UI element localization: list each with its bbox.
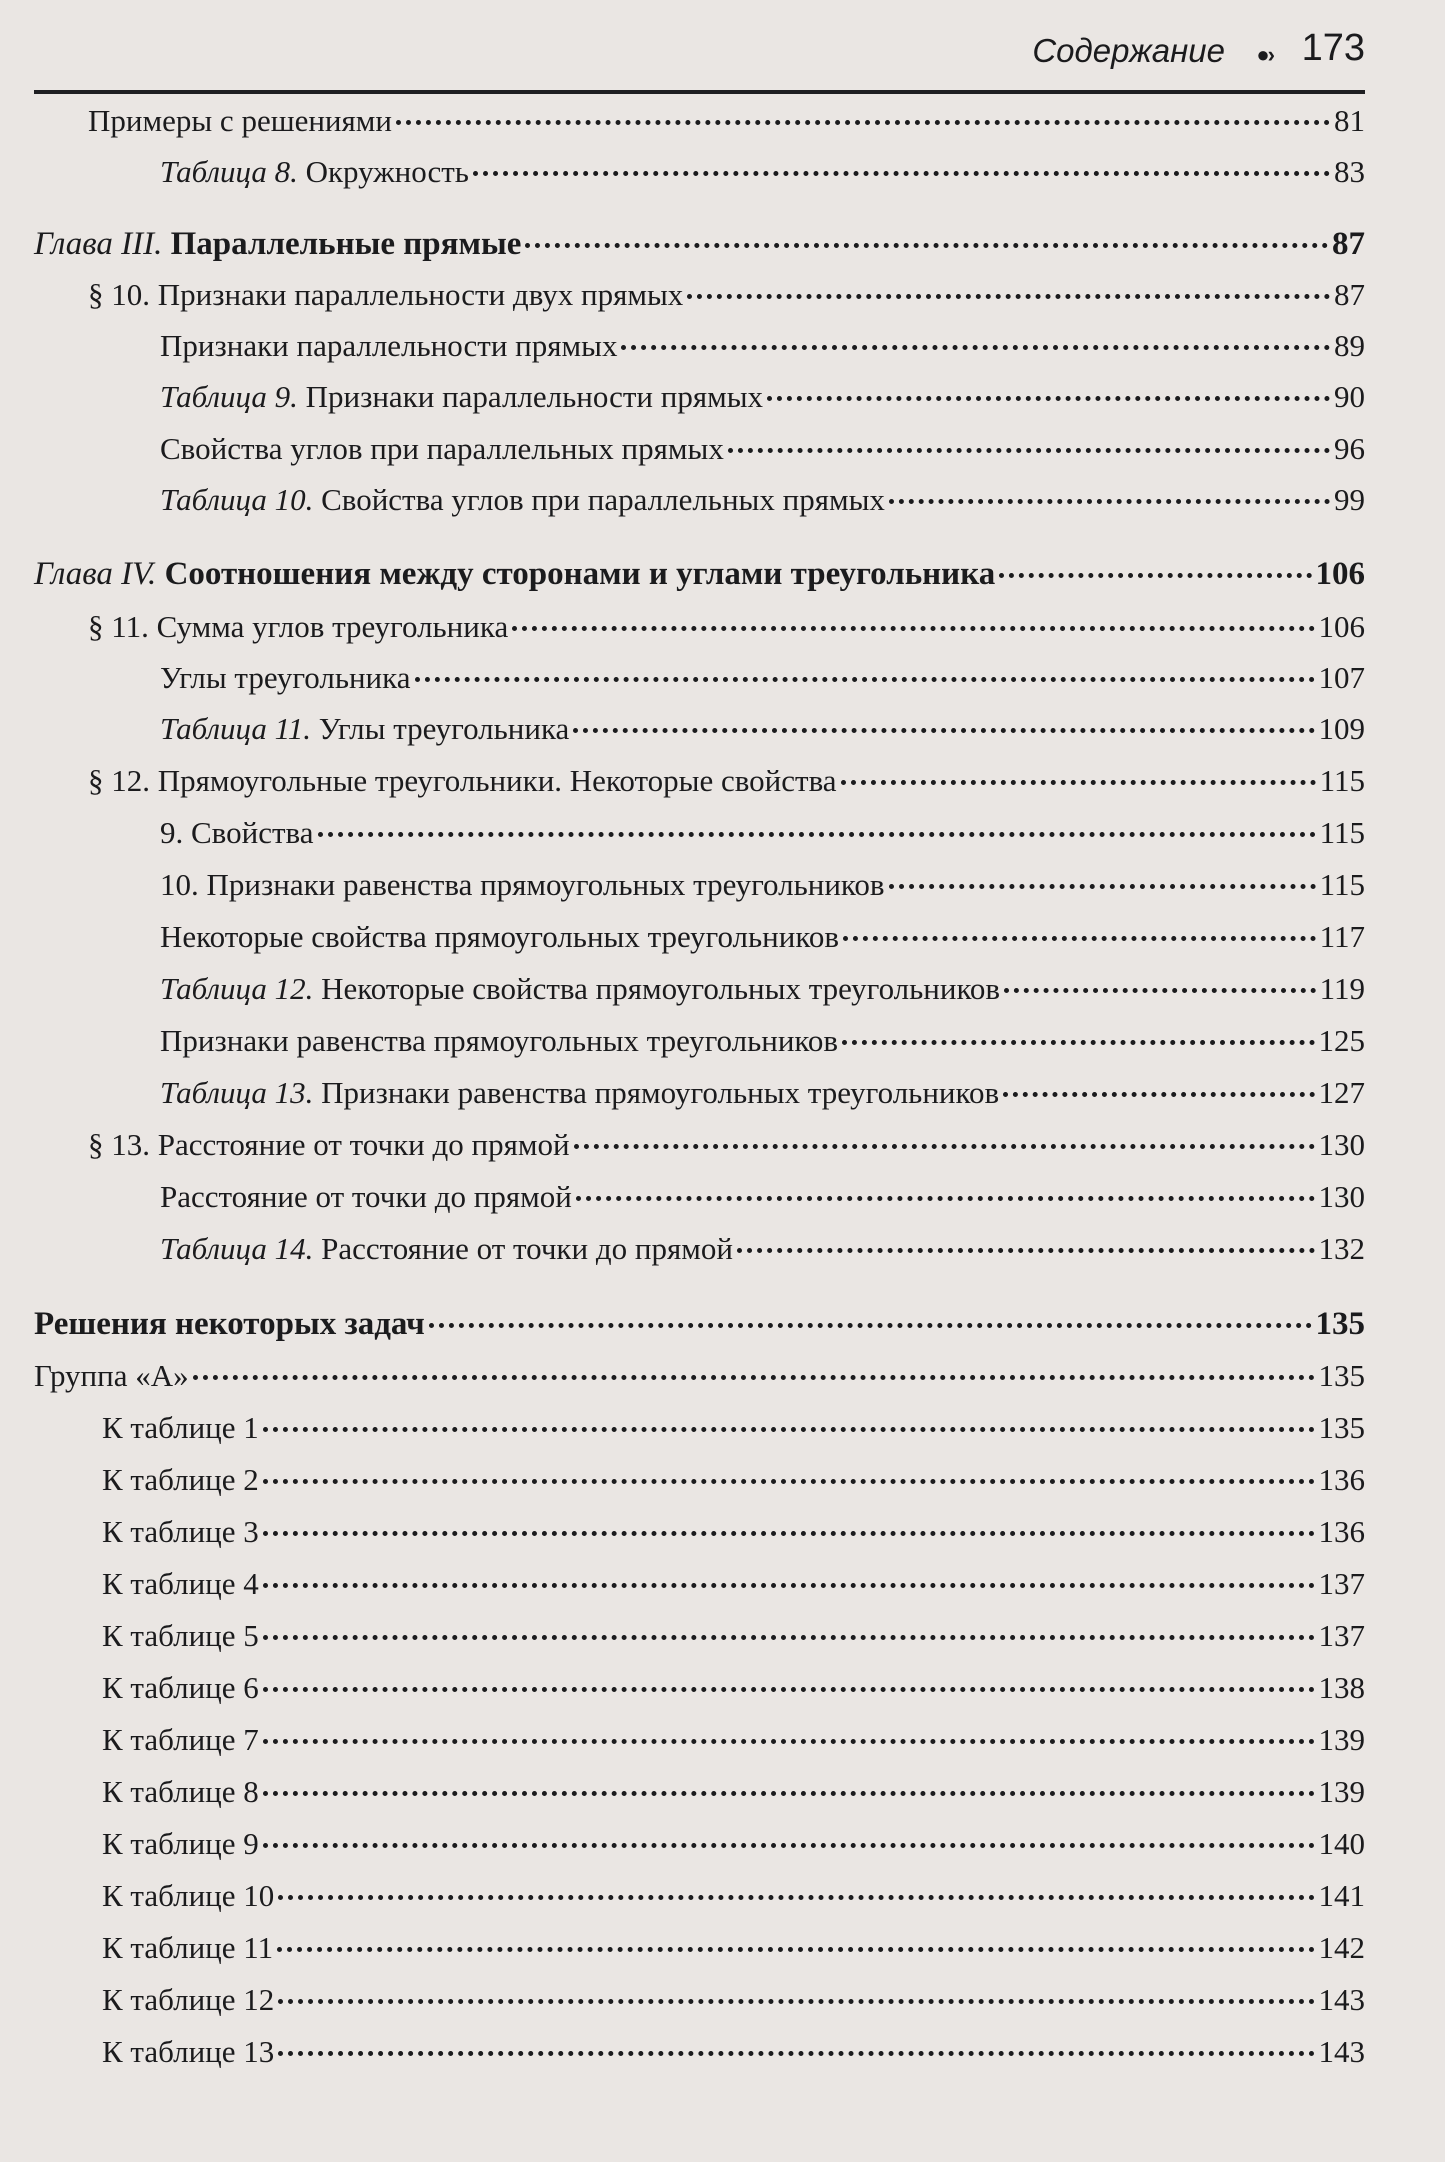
toc-entry-title: § 11. Сумма углов треугольника <box>88 609 509 644</box>
dot-leader <box>842 1040 1314 1045</box>
toc-entry-page: 99 <box>1334 482 1365 517</box>
dot-leader <box>263 1583 1315 1588</box>
dot-leader <box>278 1895 1314 1900</box>
dot-leader <box>889 884 1316 889</box>
dot-leader <box>263 1427 1315 1432</box>
toc-entry[interactable] <box>34 328 1365 380</box>
toc-entry[interactable] <box>34 763 1365 815</box>
toc-entry[interactable] <box>34 711 1365 763</box>
toc-entry[interactable] <box>34 815 1365 867</box>
toc-entry[interactable] <box>34 431 1365 483</box>
toc-entry-page: 115 <box>1319 763 1365 798</box>
toc-entry-page: 143 <box>1318 1982 1365 2017</box>
toc-entry-title: К таблице 1 <box>102 1410 259 1445</box>
toc-entry-title: Таблица 11. Углы треугольника <box>160 711 570 746</box>
toc-entry-title: 9. Свойства <box>160 815 314 850</box>
toc-entry-page: 87 <box>1332 226 1365 262</box>
toc-entry-title: Таблица 10. Свойства углов при параллельных прямых <box>160 482 885 517</box>
toc-entry[interactable] <box>34 1023 1365 1075</box>
toc-entry-title: Свойства углов при параллельных прямых <box>160 431 724 466</box>
toc-entry-title: Признаки параллельности прямых <box>160 328 618 363</box>
toc-entry-page: 125 <box>1318 1023 1365 1058</box>
toc-entry[interactable] <box>34 1930 1365 1982</box>
toc-chapter[interactable] <box>34 226 1365 278</box>
toc-entry-title: Таблица 12. Некоторые свойства прямоугольных треугольников <box>160 971 1001 1006</box>
toc-entry-title: § 12. Прямоугольные треугольники. Некоторые свойства <box>88 763 837 798</box>
toc-entry[interactable] <box>34 609 1365 661</box>
toc-entry-page: 89 <box>1334 328 1365 363</box>
dot-leader <box>263 1687 1315 1692</box>
header-title: Содержание <box>1032 32 1225 69</box>
dot-leader <box>263 1843 1315 1848</box>
toc-entry-title: К таблице 12 <box>102 1982 275 2017</box>
dot-leader <box>1003 1092 1314 1097</box>
dot-leader <box>737 1248 1315 1253</box>
toc-entry-page: 83 <box>1334 154 1365 189</box>
dot-leader <box>263 1739 1315 1744</box>
toc-entry[interactable] <box>34 1410 1365 1462</box>
toc-entry[interactable] <box>34 1774 1365 1826</box>
toc-entry-page: 96 <box>1334 431 1365 466</box>
dot-leader <box>687 294 1330 299</box>
toc-entry[interactable] <box>34 971 1365 1023</box>
dot-leader <box>396 120 1330 125</box>
toc-entry-title: К таблице 2 <box>102 1462 259 1497</box>
toc-entry[interactable] <box>34 1618 1365 1670</box>
toc-entry-page: 137 <box>1318 1618 1365 1653</box>
toc-entry-title: § 13. Расстояние от точки до прямой <box>88 1127 570 1162</box>
toc-entry-title: Расстояние от точки до прямой <box>160 1179 572 1214</box>
toc-entry-title: К таблице 11 <box>102 1930 274 1965</box>
toc-entry[interactable] <box>34 379 1365 431</box>
toc-entry-page: 127 <box>1318 1075 1365 1110</box>
toc-entry[interactable] <box>34 1722 1365 1774</box>
toc-entry-page: 81 <box>1334 103 1365 138</box>
toc-entry-title: Некоторые свойства прямоугольных треугольников <box>160 919 839 954</box>
toc-entry-title: К таблице 3 <box>102 1514 259 1549</box>
toc-entry[interactable] <box>34 919 1365 971</box>
toc-entry-page: 119 <box>1319 971 1365 1006</box>
toc-entry-page: 132 <box>1318 1231 1365 1266</box>
toc-entry[interactable] <box>34 277 1365 329</box>
toc-entry-page: 139 <box>1318 1722 1365 1757</box>
toc-entry-page: 117 <box>1319 919 1365 954</box>
dot-leader <box>841 780 1316 785</box>
dot-leader <box>512 626 1314 631</box>
toc-entry-title: Таблица 8. Окружность <box>160 154 469 189</box>
dot-leader <box>278 1999 1314 2004</box>
running-header <box>34 22 1365 94</box>
toc-entry-title: К таблице 4 <box>102 1566 259 1601</box>
toc-entry[interactable] <box>34 1826 1365 1878</box>
toc-entry-page: 130 <box>1318 1127 1365 1162</box>
toc-entry-page: 109 <box>1318 711 1365 746</box>
dot-leader <box>277 1947 1314 1952</box>
toc-entry-page: 135 <box>1318 1358 1365 1393</box>
dot-leader <box>429 1323 1312 1328</box>
toc-entry-page: 137 <box>1318 1566 1365 1601</box>
toc-entry[interactable] <box>34 1075 1365 1127</box>
toc-entry-page: 87 <box>1334 277 1365 312</box>
toc-entry-title: Группа «А» <box>34 1358 189 1393</box>
toc-entry-page: 136 <box>1318 1514 1365 1549</box>
dot-leader <box>999 573 1311 578</box>
toc-entry-page: 141 <box>1318 1878 1365 1913</box>
dot-leader <box>473 171 1330 176</box>
toc-chapter[interactable] <box>34 556 1365 608</box>
toc-entry-title: Таблица 14. Расстояние от точки до прямой <box>160 1231 733 1266</box>
toc-entry-title: Углы треугольника <box>160 660 411 695</box>
toc-entry[interactable] <box>34 1566 1365 1618</box>
toc-chapter-title: Глава IV. Соотношения между сторонами и углами треугольника <box>34 556 996 592</box>
toc-entry-page: 142 <box>1318 1930 1365 1965</box>
toc-entry-title: Примеры с решениями <box>88 103 392 138</box>
dot-leader <box>843 936 1316 941</box>
toc-entry[interactable] <box>34 1878 1365 1930</box>
toc-entry-title: Таблица 9. Признаки параллельности прямых <box>160 379 764 414</box>
dot-leader <box>263 1791 1315 1796</box>
toc-entry-title: К таблице 7 <box>102 1722 259 1757</box>
dot-leader <box>278 2051 1314 2056</box>
toc-entry[interactable] <box>34 2034 1365 2086</box>
dot-leader <box>728 448 1330 453</box>
toc-entry[interactable] <box>34 1179 1365 1231</box>
toc-entry-page: 136 <box>1318 1462 1365 1497</box>
toc-entry-title: 10. Признаки равенства прямоугольных треугольников <box>160 867 885 902</box>
toc-entry[interactable] <box>34 1670 1365 1722</box>
dot-leader <box>263 1531 1315 1536</box>
toc-entry[interactable] <box>34 1514 1365 1566</box>
toc-entry-title: К таблице 8 <box>102 1774 259 1809</box>
dot-leader <box>767 396 1330 401</box>
toc-entry-page: 90 <box>1334 379 1365 414</box>
toc-entry-title: К таблице 5 <box>102 1618 259 1653</box>
toc-entry[interactable] <box>34 1462 1365 1514</box>
toc-entry-page: 130 <box>1318 1179 1365 1214</box>
dot-leader <box>525 243 1328 248</box>
toc-entry-title: К таблице 13 <box>102 2034 275 2069</box>
dot-leader <box>621 345 1330 350</box>
toc-entry-page: 106 <box>1318 609 1365 644</box>
toc-entry-page: 135 <box>1315 1306 1365 1342</box>
toc-entry[interactable] <box>34 154 1365 206</box>
toc-entry-title: К таблице 9 <box>102 1826 259 1861</box>
toc-chapter-title: Глава III. Параллельные прямые <box>34 226 522 262</box>
toc-entry-page: 107 <box>1318 660 1365 695</box>
toc-chapter-title: Решения некоторых задач <box>34 1306 425 1342</box>
toc-entry[interactable] <box>34 1127 1365 1179</box>
toc-chapter[interactable] <box>34 1306 1365 1358</box>
toc-entry-title: К таблице 6 <box>102 1670 259 1705</box>
toc-entry[interactable] <box>34 867 1365 919</box>
toc-entry[interactable] <box>34 482 1365 534</box>
toc-entry-page: 135 <box>1318 1410 1365 1445</box>
dot-leader <box>1004 988 1316 993</box>
toc-entry[interactable] <box>34 103 1365 155</box>
header-dots-icon: ●› <box>1256 42 1273 67</box>
dot-leader <box>574 1144 1315 1149</box>
toc-entry-title: Таблица 13. Признаки равенства прямоугольных треугольников <box>160 1075 1000 1110</box>
dot-leader <box>889 499 1330 504</box>
toc-entry-title: Признаки равенства прямоугольных треугольников <box>160 1023 839 1058</box>
toc-entry-page: 115 <box>1319 867 1365 902</box>
dot-leader <box>263 1479 1315 1484</box>
toc-entry[interactable] <box>34 1982 1365 2034</box>
toc-entry-page: 139 <box>1318 1774 1365 1809</box>
dot-leader <box>318 832 1316 837</box>
toc-entry-page: 106 <box>1315 556 1365 592</box>
dot-leader <box>263 1635 1315 1640</box>
header-page-number: 173 <box>1301 27 1365 69</box>
toc-entry-page: 140 <box>1318 1826 1365 1861</box>
dot-leader <box>193 1375 1315 1380</box>
toc-entry-page: 138 <box>1318 1670 1365 1705</box>
toc-entry-page: 143 <box>1318 2034 1365 2069</box>
toc-entry[interactable] <box>34 660 1365 712</box>
toc-entry-title: К таблице 10 <box>102 1878 275 1913</box>
toc-entry-page: 115 <box>1319 815 1365 850</box>
dot-leader <box>576 1196 1315 1201</box>
dot-leader <box>415 677 1315 682</box>
dot-leader <box>573 728 1314 733</box>
toc-entry-title: § 10. Признаки параллельности двух прямых <box>88 277 684 312</box>
toc-entry[interactable] <box>34 1231 1365 1283</box>
toc-entry[interactable] <box>34 1358 1365 1410</box>
